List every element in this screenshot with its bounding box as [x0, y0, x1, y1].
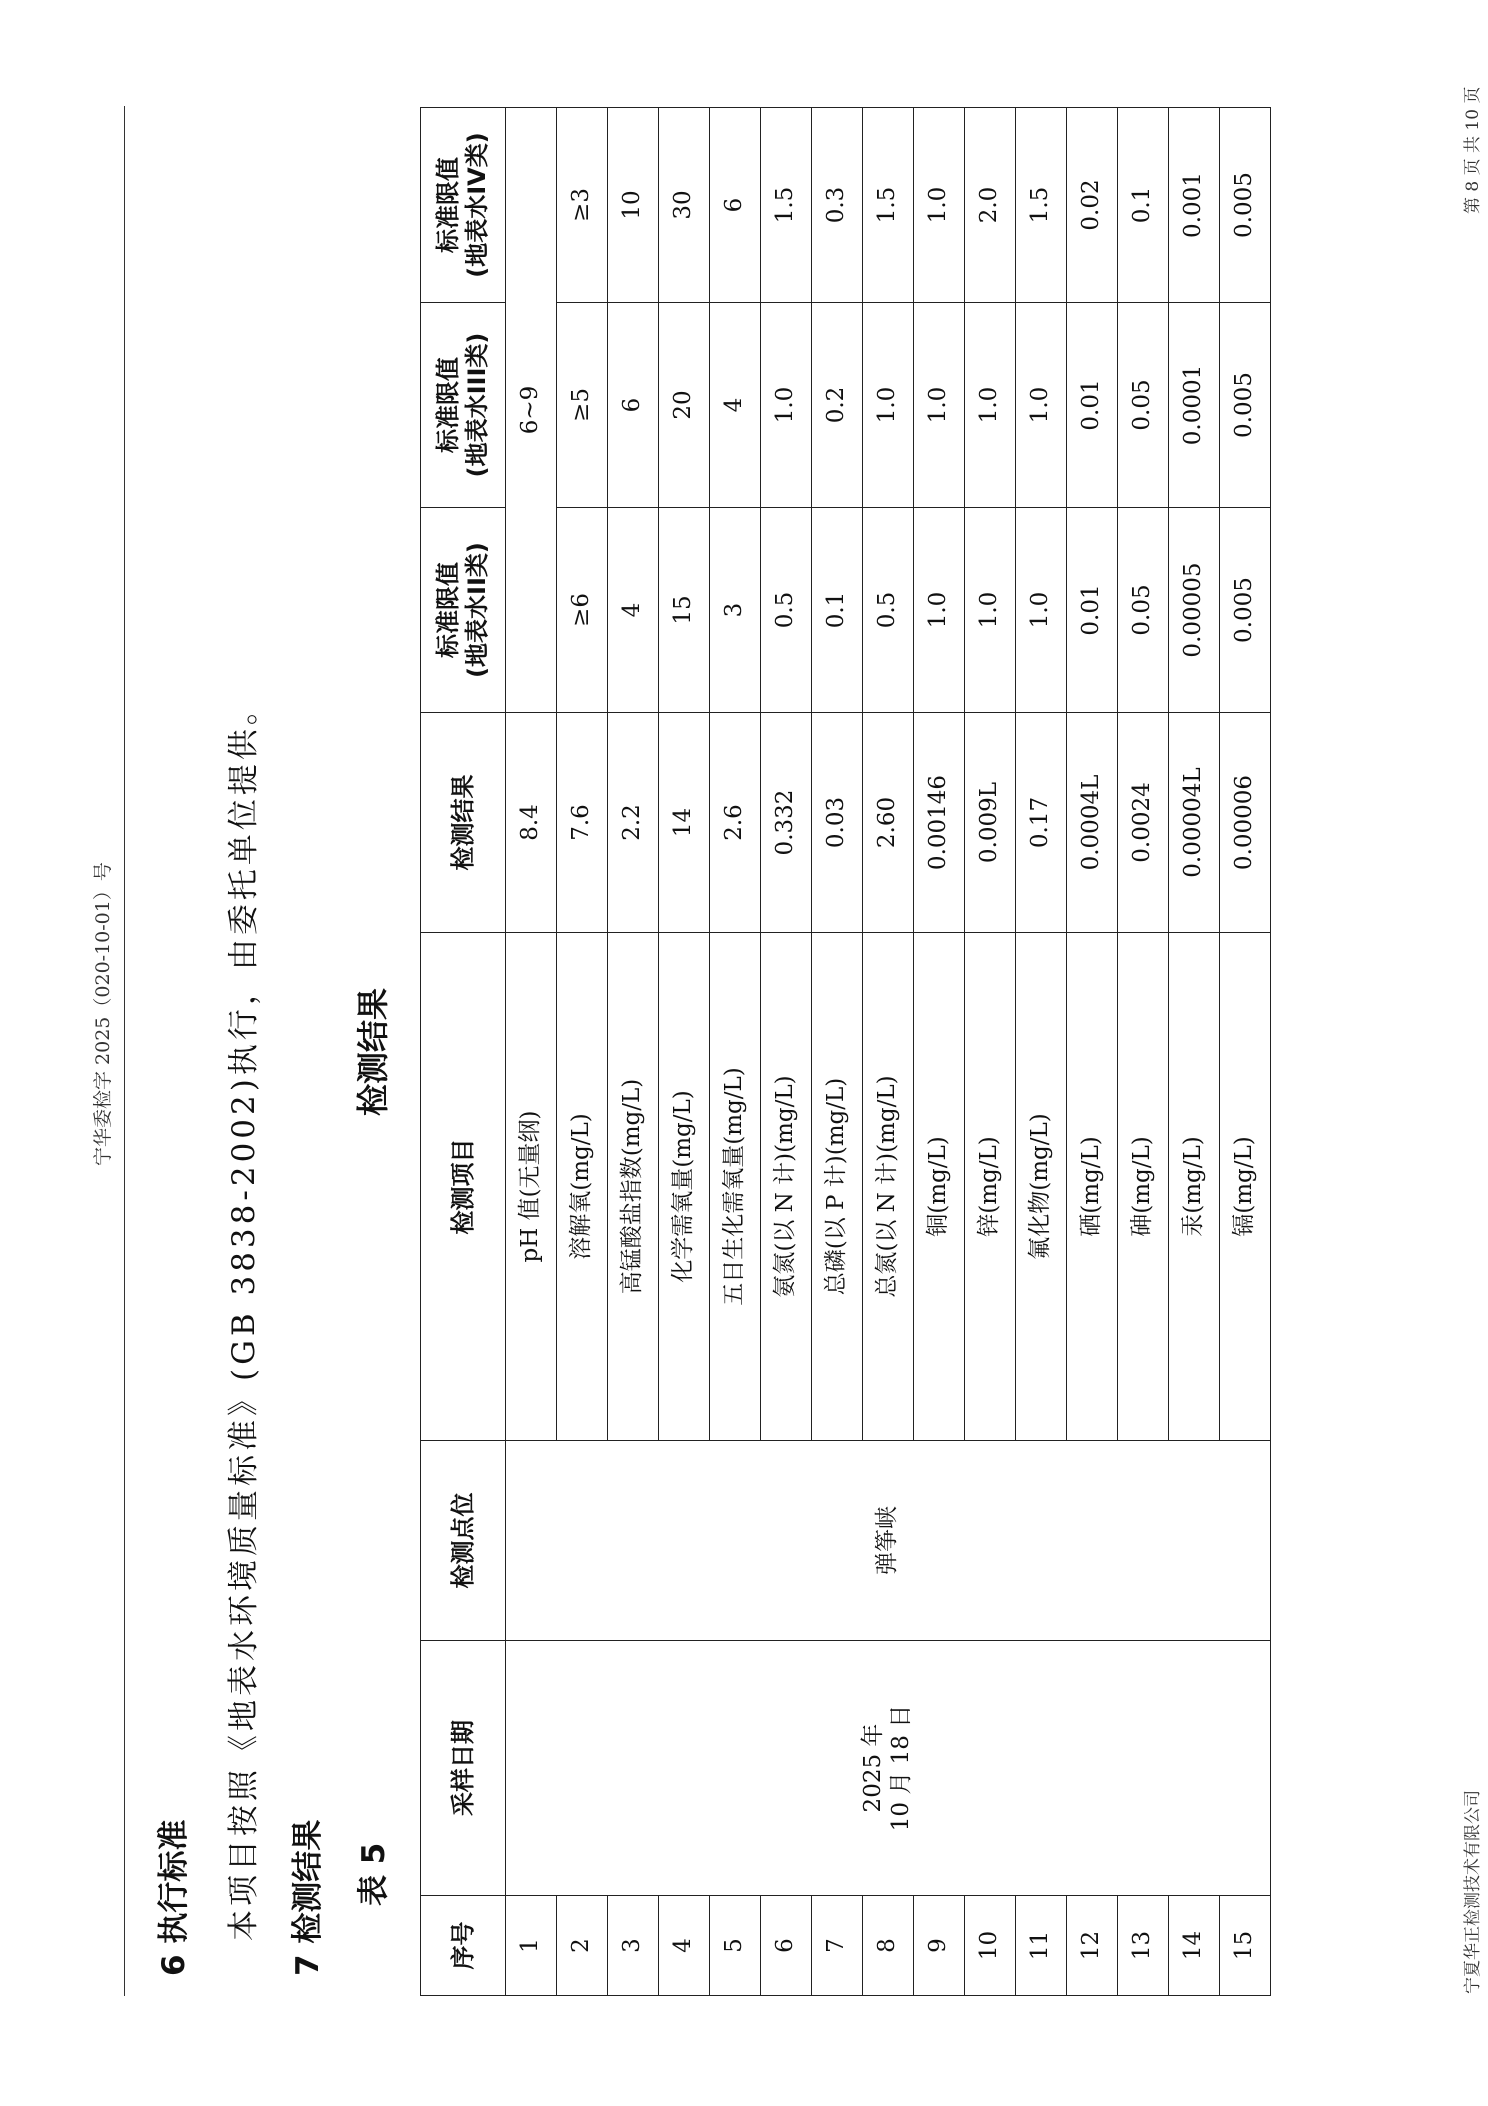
cell-std-class4: 0.02 — [1067, 108, 1118, 303]
cell-item: 高锰酸盐指数(mg/L) — [608, 933, 659, 1441]
cell-std-class4: 30 — [659, 108, 710, 303]
cell-std-class2: 15 — [659, 508, 710, 713]
cell-std-class3: 0.05 — [1118, 303, 1169, 508]
cell-seq: 5 — [710, 1896, 761, 1996]
cell-result: 0.0004L — [1067, 713, 1118, 933]
cell-result: 7.6 — [557, 713, 608, 933]
cell-std-class3: 1.0 — [863, 303, 914, 508]
cell-std-class2: 0.05 — [1118, 508, 1169, 713]
cell-std-class4: 0.1 — [1118, 108, 1169, 303]
cell-std-class2: 1.0 — [965, 508, 1016, 713]
header-result: 检测结果 — [421, 713, 506, 933]
cell-result: 2.2 — [608, 713, 659, 933]
cell-item: 汞(mg/L) — [1169, 933, 1220, 1441]
cell-seq: 4 — [659, 1896, 710, 1996]
cell-item: 锌(mg/L) — [965, 933, 1016, 1441]
cell-seq: 12 — [1067, 1896, 1118, 1996]
cell-std-class2: 4 — [608, 508, 659, 713]
cell-std-class4: 0.3 — [812, 108, 863, 303]
cell-std-class3: 0.005 — [1220, 303, 1271, 508]
cell-result: 0.00006 — [1220, 713, 1271, 933]
cell-seq: 7 — [812, 1896, 863, 1996]
cell-seq: 10 — [965, 1896, 1016, 1996]
section-6-text: 本项目按照《地表水环境质量标准》(GB 3838-2002)执行，由委托单位提供。 — [226, 690, 262, 1941]
cell-std-class4: 1.5 — [761, 108, 812, 303]
cell-result: 0.03 — [812, 713, 863, 933]
cell-item: 总氮(以 N 计)(mg/L) — [863, 933, 914, 1441]
cell-std-class3: 4 — [710, 303, 761, 508]
cell-item: 溶解氧(mg/L) — [557, 933, 608, 1441]
cell-std-class3: 1.0 — [914, 303, 965, 508]
footer-company: 宁夏华正检测技术有限公司 — [1463, 1790, 1483, 1994]
cell-std-class3: 1.0 — [761, 303, 812, 508]
cell-item: 硒(mg/L) — [1067, 933, 1118, 1441]
cell-seq: 3 — [608, 1896, 659, 1996]
cell-std-class4: 1.5 — [863, 108, 914, 303]
cell-std-class2: 0.5 — [761, 508, 812, 713]
cell-item: 氨氮(以 N 计)(mg/L) — [761, 933, 812, 1441]
header-std-class3: 标准限值 (地表水III类) — [421, 303, 506, 508]
cell-std-class2: 0.00005 — [1169, 508, 1220, 713]
table-row — [506, 108, 557, 1996]
cell-std-class3: 1.0 — [965, 303, 1016, 508]
cell-seq: 8 — [863, 1896, 914, 1996]
cell-item: 铜(mg/L) — [914, 933, 965, 1441]
cell-seq: 9 — [914, 1896, 965, 1996]
cell-std-class2: ≥6 — [557, 508, 608, 713]
table-label: 表 5 — [356, 1842, 392, 1906]
cell-seq: 13 — [1118, 1896, 1169, 1996]
cell-sampling-site: 弹筝峡 — [506, 1441, 1271, 1641]
cell-item: 五日生化需氧量(mg/L) — [710, 933, 761, 1441]
cell-item: 砷(mg/L) — [1118, 933, 1169, 1441]
results-table — [420, 107, 1271, 1996]
cell-result: 0.17 — [1016, 713, 1067, 933]
cell-std-class4: 2.0 — [965, 108, 1016, 303]
header-std-class2: 标准限值 (地表水II类) — [421, 508, 506, 713]
cell-std-class3: 1.0 — [1016, 303, 1067, 508]
cell-std-class2: 0.1 — [812, 508, 863, 713]
cell-std-class4: 0.005 — [1220, 108, 1271, 303]
cell-std-class3: 0.0001 — [1169, 303, 1220, 508]
cell-result: 14 — [659, 713, 710, 933]
cell-ph-standard-range: 6~9 — [506, 108, 557, 713]
cell-std-class2: 0.005 — [1220, 508, 1271, 713]
cell-std-class3: 6 — [608, 303, 659, 508]
cell-seq: 14 — [1169, 1896, 1220, 1996]
table-header-row — [421, 108, 506, 1996]
header-seq: 序号 — [421, 1896, 506, 1996]
cell-std-class4: 0.001 — [1169, 108, 1220, 303]
cell-std-class2: 3 — [710, 508, 761, 713]
cell-std-class4: 10 — [608, 108, 659, 303]
cell-std-class3: 20 — [659, 303, 710, 508]
table-title: 检测结果 — [354, 987, 392, 1116]
cell-result: 2.6 — [710, 713, 761, 933]
cell-result: 0.332 — [761, 713, 812, 933]
cell-seq: 11 — [1016, 1896, 1067, 1996]
cell-item: 氟化物(mg/L) — [1016, 933, 1067, 1441]
cell-sampling-date: 2025 年 10 月 18 日 — [506, 1641, 1271, 1896]
header-item: 检测项目 — [421, 933, 506, 1441]
section-6-title: 6 执行标准 — [156, 1819, 192, 1976]
cell-item: 总磷(以 P 计)(mg/L) — [812, 933, 863, 1441]
cell-item: pH 值(无量纲) — [506, 933, 557, 1441]
header-rule — [124, 106, 125, 1996]
cell-result: 0.009L — [965, 713, 1016, 933]
cell-std-class3: ≥5 — [557, 303, 608, 508]
cell-std-class4: 1.0 — [914, 108, 965, 303]
cell-std-class4: ≥3 — [557, 108, 608, 303]
cell-result: 2.60 — [863, 713, 914, 933]
header-date: 采样日期 — [421, 1641, 506, 1896]
section-7-title: 7 检测结果 — [290, 1819, 326, 1976]
cell-std-class2: 0.01 — [1067, 508, 1118, 713]
cell-std-class4: 6 — [710, 108, 761, 303]
document-number: 宁华委检字 2025（020-10-01）号 — [92, 862, 114, 1166]
cell-seq: 1 — [506, 1896, 557, 1996]
cell-seq: 15 — [1220, 1896, 1271, 1996]
cell-item: 化学需氧量(mg/L) — [659, 933, 710, 1441]
cell-seq: 6 — [761, 1896, 812, 1996]
header-site: 检测点位 — [421, 1441, 506, 1641]
cell-result: 0.00004L — [1169, 713, 1220, 933]
header-std-class4: 标准限值 (地表水IV类) — [421, 108, 506, 303]
footer-page-number: 第 8 页 共 10 页 — [1463, 86, 1483, 214]
cell-std-class2: 1.0 — [1016, 508, 1067, 713]
cell-std-class2: 0.5 — [863, 508, 914, 713]
cell-result: 8.4 — [506, 713, 557, 933]
cell-result: 0.0024 — [1118, 713, 1169, 933]
cell-result: 0.00146 — [914, 713, 965, 933]
cell-std-class3: 0.2 — [812, 303, 863, 508]
cell-std-class2: 1.0 — [914, 508, 965, 713]
cell-item: 镉(mg/L) — [1220, 933, 1271, 1441]
cell-std-class4: 1.5 — [1016, 108, 1067, 303]
cell-std-class3: 0.01 — [1067, 303, 1118, 508]
cell-seq: 2 — [557, 1896, 608, 1996]
